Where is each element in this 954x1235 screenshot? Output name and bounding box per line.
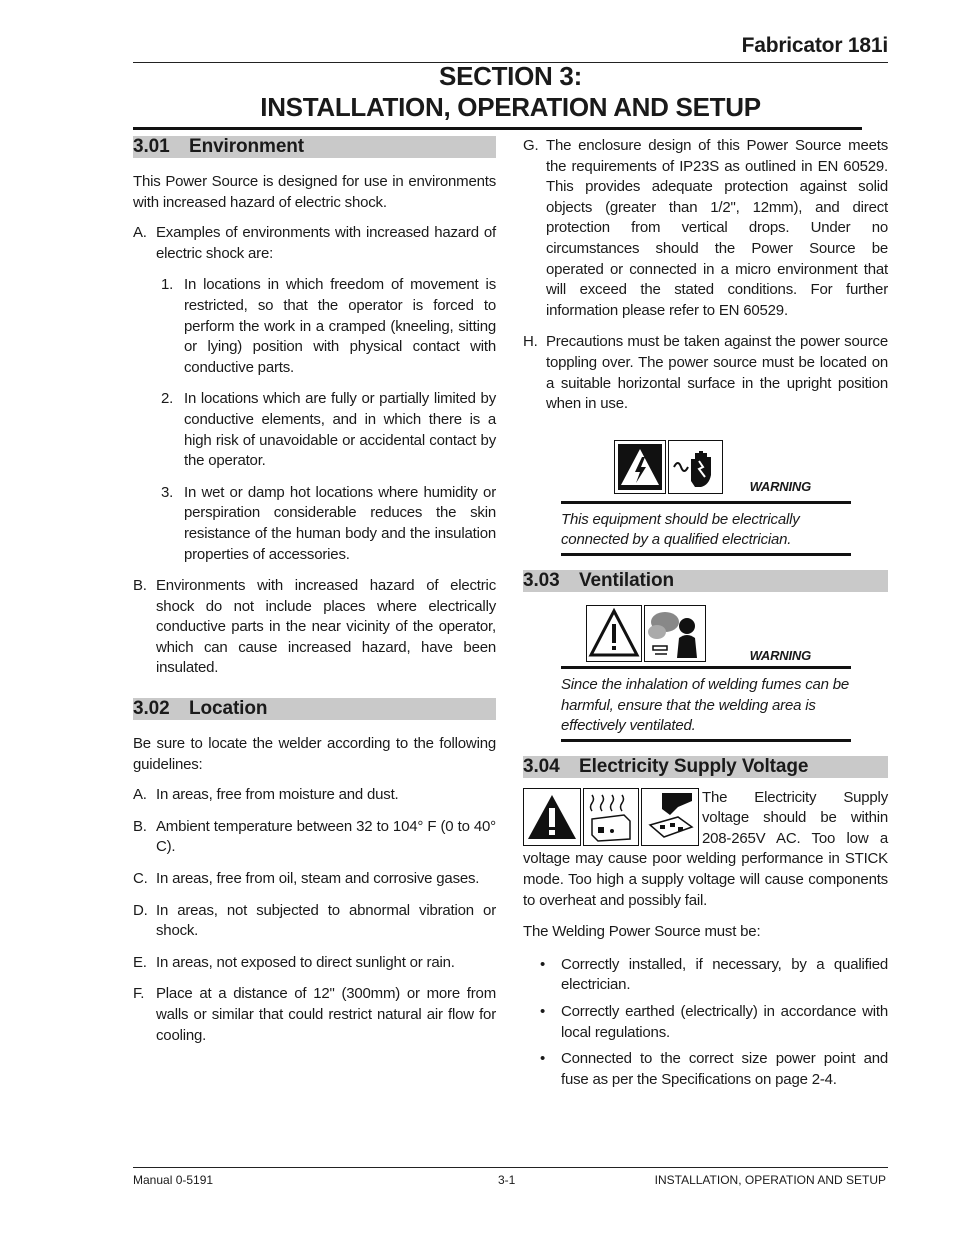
- item-text: Examples of environments with increased hazard of electric shock are:: [156, 224, 496, 262]
- list-item: [523, 1049, 888, 1090]
- heading-title: Electricity Supply Voltage: [579, 755, 809, 777]
- item-label: 2.: [161, 390, 174, 408]
- warning-text: This equipment should be electrically connected by a qualified electrician.: [561, 510, 800, 549]
- warning-electrician: [561, 440, 851, 556]
- supply-warning-icons: [523, 788, 699, 846]
- heading-title: Environment: [189, 136, 305, 157]
- warning-icons: [614, 440, 851, 494]
- item-text: In areas, free from moisture and dust.: [156, 786, 399, 804]
- fumes-icon: [644, 605, 706, 662]
- item-text: Correctly earthed (electrically) in accordance with local regulations.: [561, 1003, 888, 1041]
- right-column: [523, 136, 888, 1090]
- heading-3-01: [133, 136, 496, 158]
- warning-bar: [561, 553, 851, 556]
- list-item: [133, 953, 496, 974]
- item-text: Connected to the correct size power point and fuse as per the Specifications on page 2-4.: [561, 1050, 888, 1088]
- list-item: [133, 785, 496, 806]
- item-label: H.: [523, 333, 538, 351]
- bullet-icon: •: [540, 1003, 546, 1021]
- section-title-line2: INSTALLATION, OPERATION AND SETUP: [260, 92, 761, 122]
- heading-number: 3.03: [523, 569, 560, 591]
- item-text: Place at a distance of 12" (300mm) or more from walls or similar that could restrict natural air flow for cooling.: [156, 985, 496, 1044]
- list-item: [133, 869, 496, 890]
- item-label: G.: [523, 137, 539, 154]
- heading-number: 3.04: [523, 755, 560, 777]
- footer-page-number: 3-1: [498, 1173, 516, 1187]
- list-item: [523, 136, 888, 321]
- item-label: A.: [133, 224, 147, 242]
- paragraph: The Electricity Supply voltage should be within 208-265V AC. Too low a voltage may cause poor welding performance in STICK mode. Too high a supply voltage will cause components to overheat and possibly fail.: [523, 788, 888, 909]
- item-label: B.: [133, 577, 147, 595]
- paragraph: This Power Source is designed for use in environments with increased hazard of electric shock.: [133, 173, 496, 211]
- heading-3-02: [133, 698, 496, 720]
- warning-bar: [561, 739, 851, 742]
- heading-3-04: [523, 756, 888, 778]
- left-column: [133, 136, 496, 1046]
- warning-label: WARNING: [749, 478, 811, 494]
- heat-machine-icon: [583, 788, 639, 846]
- electric-shock-icon: [614, 440, 666, 494]
- heading-number: 3.02: [133, 698, 170, 720]
- heading-title: Ventilation: [579, 569, 674, 591]
- list-item: [523, 1002, 888, 1043]
- footer-section: INSTALLATION, OPERATION AND SETUP: [654, 1173, 886, 1187]
- section-title: [133, 61, 888, 123]
- warning-icons: [586, 605, 851, 662]
- list-item: [133, 576, 496, 679]
- bullet-icon: •: [540, 1050, 546, 1068]
- list-item: [133, 817, 496, 858]
- item-label: E.: [133, 953, 147, 971]
- list-item: [133, 389, 496, 471]
- heading-number: 3.01: [133, 136, 170, 157]
- bullet-icon: •: [540, 955, 546, 973]
- item-text: Correctly installed, if necessary, by a qualified electrician.: [561, 955, 888, 994]
- hand-shock-icon: [668, 440, 723, 494]
- warning-ventilation: [561, 605, 851, 742]
- list-item: [133, 901, 496, 942]
- item-label: A.: [133, 786, 147, 804]
- item-label: C.: [133, 870, 148, 888]
- item-text: In areas, free from oil, steam and corrosive gases.: [156, 870, 480, 888]
- item-text: In wet or damp hot locations where humidity or perspiration considerable reduces the skin resistance of the human body and the insulation properties of accessories.: [184, 483, 496, 563]
- heading-3-03: [523, 570, 888, 592]
- warning-label: WARNING: [749, 647, 811, 663]
- item-label: 3.: [161, 483, 174, 501]
- item-label: B.: [133, 817, 147, 835]
- list-item: [133, 483, 496, 565]
- list-item: [133, 984, 496, 1046]
- caution-triangle-icon: [523, 788, 581, 846]
- item-text: Precautions must be taken against the power source toppling over. The power source must be located on a suitable horizontal surface in the upright position when in use.: [546, 333, 888, 413]
- item-text: In areas, not subjected to abnormal vibration or shock.: [156, 901, 496, 940]
- caution-triangle-icon: [586, 605, 642, 662]
- paragraph: Be sure to locate the welder according to the following guidelines:: [133, 735, 496, 773]
- plug-hand-icon: [641, 788, 699, 846]
- supply-voltage-block: [523, 788, 888, 912]
- paragraph: The Welding Power Source must be:: [523, 923, 761, 941]
- product-name: Fabricator 181i: [741, 34, 888, 57]
- list-item: [523, 955, 888, 996]
- item-text: The enclosure design of this Power Source meets the requirements of IP23S as outlined in EN 60529. This provides adequate protection against solid objects (greater than 1/2", 12mm), and direct protection from vertical drops. Under no circumstances should the Power Source be operated or connected in a micro environment that will exceed the stated conditions. For further information please refer to EN 60529.: [546, 137, 888, 319]
- item-text: In locations which are fully or partially limited by conductive elements, and in which there is a high risk of unavoidable or accidental contact by the operator.: [184, 390, 496, 470]
- item-text: Ambient temperature between 32 to 104° F (0 to 40° C).: [156, 817, 496, 856]
- heading-title: Location: [189, 698, 268, 720]
- title-rule: [133, 127, 862, 130]
- list-item: [133, 223, 496, 264]
- warning-text: Since the inhalation of welding fumes can be harmful, ensure that the welding area is effectively ventilated.: [561, 675, 850, 735]
- item-text: In locations in which freedom of movement is restricted, so that the operator is forced to perform the work in a cramped (kneeling, sitting or lying) position with physical contact with conductive parts.: [184, 276, 496, 376]
- item-label: 1.: [161, 276, 174, 294]
- item-text: In areas, not exposed to direct sunlight or rain.: [156, 953, 455, 971]
- item-text: Environments with increased hazard of electric shock do not include places where electrically conductive parts in the near vicinity of the operator, which can cause increased hazard, have been insulated.: [156, 577, 496, 677]
- item-label: D.: [133, 901, 148, 919]
- item-label: F.: [133, 985, 145, 1003]
- list-item: [523, 332, 888, 414]
- footer-manual: Manual 0-5191: [133, 1173, 214, 1187]
- footer-rule: [133, 1167, 888, 1168]
- list-item: [133, 275, 496, 378]
- section-title-line1: SECTION 3:: [439, 61, 582, 91]
